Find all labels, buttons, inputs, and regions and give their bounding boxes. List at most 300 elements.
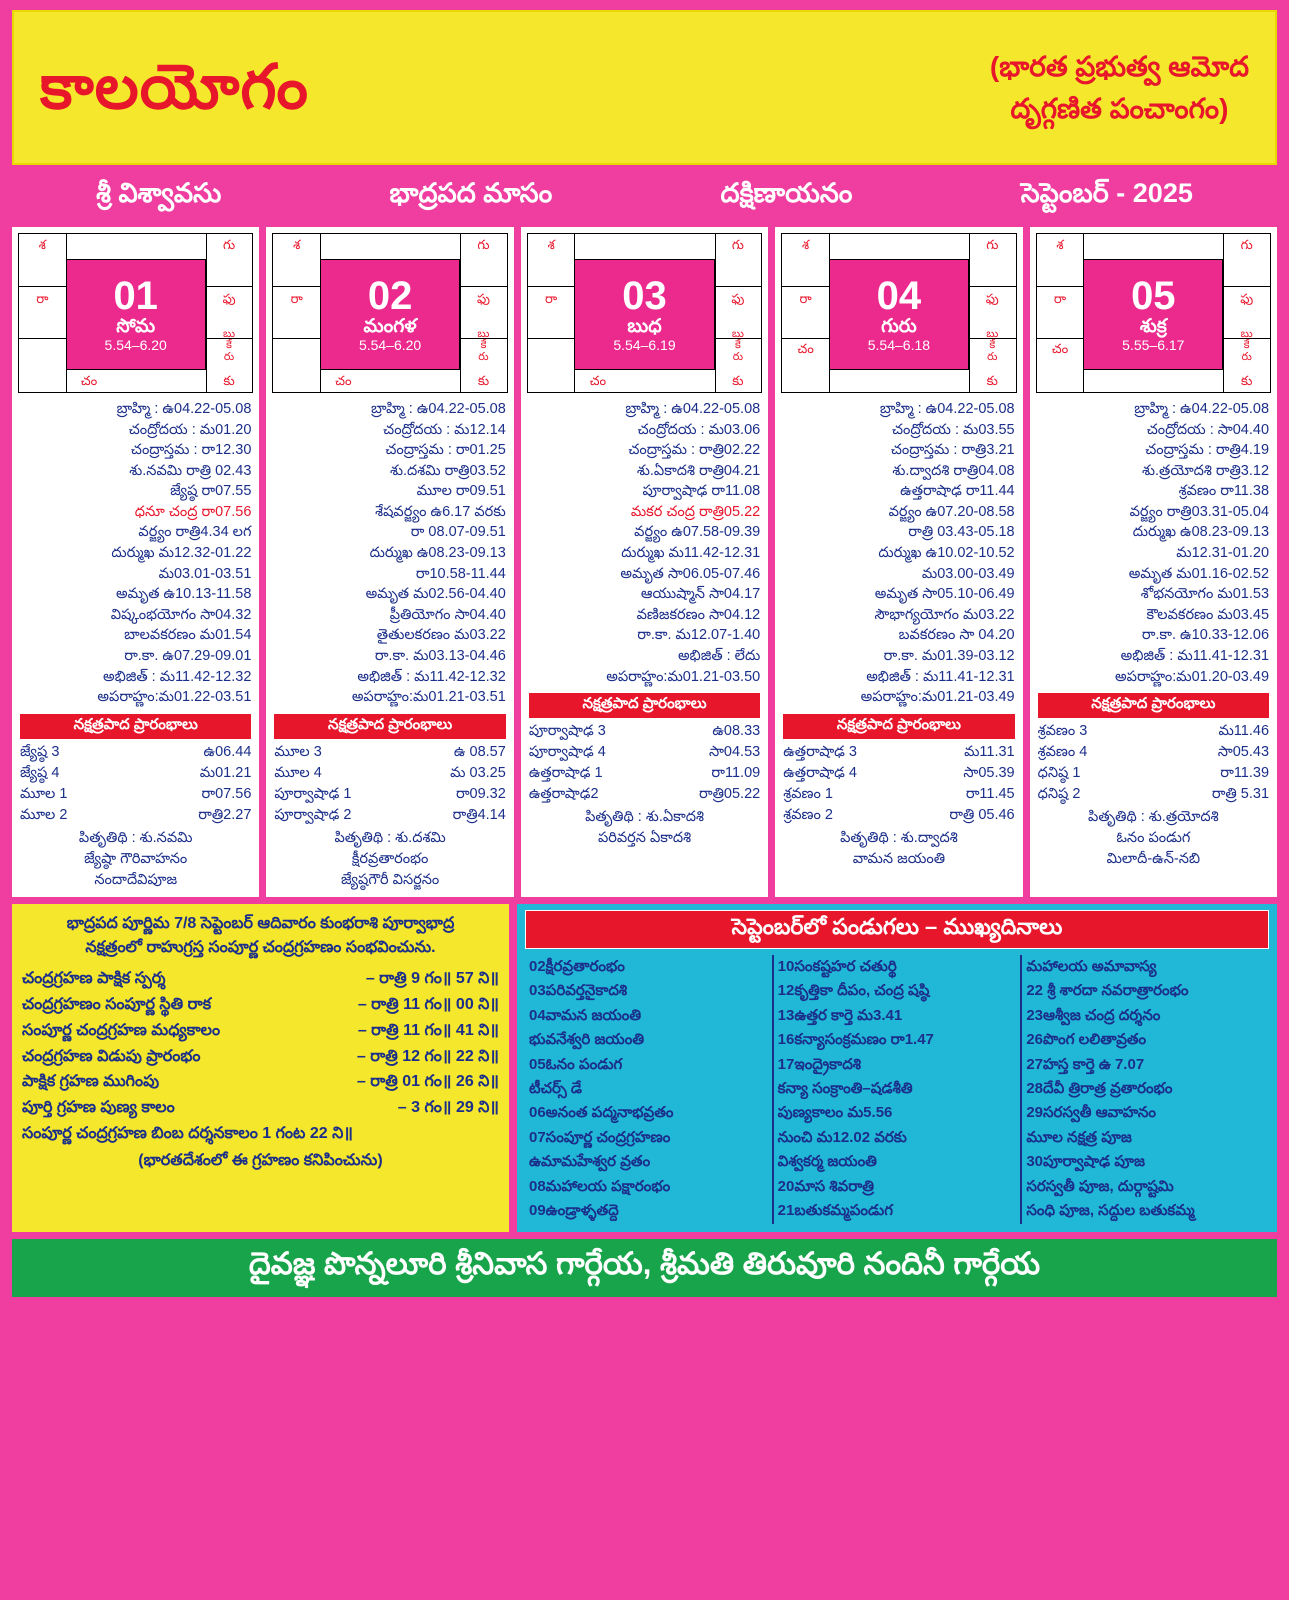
eclipse-event-label: చంద్రగ్రహణ విడుపు ప్రారంభం <box>22 1047 201 1065</box>
detail-line: అపరాహ్ణం:మ01.21-03.49 <box>860 689 1015 706</box>
detail-line: బ్రాహ్మి : ఉ04.22-05.08 <box>371 401 506 417</box>
sunrise-sunset: 5.55–6.17 <box>1122 336 1185 353</box>
festival-item: 16కన్యాసంక్రమణం రా1.47 <box>777 1031 934 1049</box>
eclipse-timing-row <box>22 1018 499 1044</box>
festival-item: 23ఆశ్వీజ చంద్ర దర్శనం <box>1026 1006 1161 1024</box>
detail-line: వర్జ్యం ఉ07.20-08.58 <box>888 503 1015 520</box>
nakshatra-time: ఉ06.44 <box>203 743 252 760</box>
detail-line: రా10.58-11.44 <box>415 565 506 582</box>
footnote-line: పితృతిథి : శు.దశమి <box>334 829 446 846</box>
sunrise-sunset: 5.54–6.18 <box>867 336 931 353</box>
day-name: శుక్ర <box>1139 315 1167 337</box>
detail-line: అపరాహ్ణం:మ01.21-03.50 <box>606 668 761 685</box>
grid-cell-chandra: చం <box>80 373 98 389</box>
date-number: 02 <box>367 273 413 318</box>
detail-line: చంద్రాస్తమ : రా12.30 <box>130 442 252 459</box>
festival-item: 20మాస శివరాత్రి <box>777 1177 874 1195</box>
eclipse-event-time: – రాత్రి 01 గం॥ 26 ని॥ <box>356 1073 499 1091</box>
detail-line: ఉత్తరాషాఢ రా11.44 <box>900 483 1015 500</box>
detail-line: శు.త్రయోదశి రాత్రి3.12 <box>1142 462 1270 479</box>
sunrise-sunset: 5.54–6.20 <box>104 336 167 353</box>
detail-line: బ్రాహ్మి : ఉ04.22-05.08 <box>116 401 252 417</box>
footnote-line: పరివర్తన ఏకాదశి <box>597 830 692 847</box>
day-name: గురు <box>881 315 917 337</box>
month-year-label: సెప్టెంబర్ - 2025 <box>1020 178 1193 208</box>
nakshatra-name: జ్యేష్ఠ 3 <box>20 743 60 760</box>
nakshatra-row <box>783 763 1014 784</box>
detail-line: అభిజిత్ : మ11.42-12.32 <box>357 668 506 685</box>
nakshatra-name: పూర్వాషాఢ 3 <box>528 723 606 740</box>
festival-item: సంధి పూజ, సద్దుల బతుకమ్మ <box>1026 1202 1195 1220</box>
detail-line: అమృత మ01.16-02.52 <box>1128 565 1270 582</box>
grid-cell-kuja: కు <box>732 373 744 389</box>
nakshatra-pada-rows <box>775 742 1022 826</box>
detail-line: దుర్ముఖ ఉ08.23-09.13 <box>369 545 506 562</box>
footnote-line: వామన జయంతి <box>852 850 946 867</box>
nakshatra-name: పూర్వాషాఢ 2 <box>274 806 352 823</box>
header-banner <box>12 10 1277 165</box>
nakshatra-row <box>1038 763 1269 784</box>
detail-line: మూల రా09.51 <box>416 483 506 500</box>
nakshatra-row <box>274 742 505 763</box>
detail-line: అమృత మ02.56-04.40 <box>365 586 506 603</box>
detail-line: అభిజిత్ : మ11.41-12.31 <box>1120 647 1270 664</box>
festival-item: 28దేవీ త్రిరాత్ర వ్రతారంభం <box>1026 1079 1173 1097</box>
grid-cell-rahu: రా <box>545 290 558 306</box>
eclipse-event-time: – రాత్రి 11 గం॥ 41 ని॥ <box>357 1021 499 1039</box>
festival-item: 06అనంత పద్మనాభవ్రతం <box>529 1104 674 1122</box>
detail-line: సౌభాగ్యయోగం మ03.22 <box>874 606 1015 623</box>
grid-cell-guru: గు <box>477 237 490 252</box>
detail-line: చంద్రోదయ : సా04.40 <box>1146 421 1270 438</box>
grid-cell-chandra: చం <box>589 373 607 389</box>
nakshatra-row <box>529 742 760 763</box>
detail-line: రా.కా. ఉ07.29-09.01 <box>124 647 252 664</box>
detail-line: ధనూ చంద్ర రా07.56 <box>134 503 252 520</box>
detail-line: వణిజకరణం సా04.12 <box>636 606 761 623</box>
nakshatra-row <box>1038 721 1269 742</box>
nakshatra-time: రా09.32 <box>455 785 506 802</box>
festival-item: 07సంపూర్ణ చంద్రగ్రహణం <box>529 1128 671 1146</box>
footnote-line: పితృతిథి : శు.ద్వాదశి <box>840 829 958 846</box>
nakshatra-name: మూల 3 <box>274 743 322 760</box>
day-columns <box>12 227 1277 897</box>
detail-line: అపరాహ్ణం:మ01.21-03.51 <box>351 689 506 706</box>
brand-subtitle <box>990 46 1249 130</box>
festival-item: సరస్వతీ పూజ, దుర్గాష్టమి <box>1026 1177 1174 1195</box>
nakshatra-name: ధనిష్ఠ 2 <box>1037 786 1081 803</box>
nakshatra-pada-ribbon: నక్షత్రపాద ప్రారంభాలు <box>783 714 1014 739</box>
day-column <box>266 227 513 897</box>
grid-cell-shukra: ఫు <box>222 290 236 306</box>
festival-item: ఉమామహేశ్వర వ్రతం <box>529 1153 651 1171</box>
ayanam-label: దక్షిణాయనం <box>720 178 853 208</box>
festival-item: 02క్షీరవ్రతారంభం <box>529 957 625 975</box>
footer-credits: దైవజ్ఞ పొన్నలూరి శ్రీనివాస గార్గేయ, శ్రీమతి తిరువూరి నందినీ గార్గేయ <box>12 1239 1277 1297</box>
festival-item: 10సంకష్టహర చతుర్థి <box>777 957 897 975</box>
detail-line: ప్రీతియోగం సా04.40 <box>389 606 506 623</box>
detail-line: రాత్రి 03.43-05.18 <box>908 524 1015 541</box>
grid-cell-shukra: ఫు <box>1240 290 1254 306</box>
festivals-columns <box>525 955 1269 1224</box>
nakshatra-name: పూర్వాషాఢ 4 <box>528 744 606 761</box>
sub-header-band <box>12 173 1277 221</box>
grid-cell-rahu: రా <box>1053 290 1067 306</box>
festivals-panel <box>517 904 1277 1232</box>
nakshatra-name: శ్రవణం 3 <box>1037 723 1088 740</box>
detail-line: చంద్రాస్తమ : రా01.25 <box>385 442 506 459</box>
festival-item: 27హస్త కార్తె ఉ 7.07 <box>1026 1055 1145 1073</box>
grid-cell-budha: బు కే రు <box>986 327 999 363</box>
festivals-column-2 <box>772 955 1023 1224</box>
detail-line: చంద్రోదయ : మ01.20 <box>128 421 252 438</box>
detail-line: చంద్రాస్తమ : రాత్రి4.19 <box>1145 442 1270 459</box>
festival-item: 03పరివర్తనైకాదశి <box>529 982 628 1000</box>
footnote-line: క్షీరవ్రతారంభం <box>351 850 429 867</box>
nakshatra-row <box>783 784 1014 805</box>
date-number: 05 <box>1131 273 1176 318</box>
nakshatra-pada-ribbon: నక్షత్రపాద ప్రారంభాలు <box>20 714 251 739</box>
festival-item: 09ఉండ్రాళ్ళతద్దె <box>529 1202 619 1220</box>
detail-line: దుర్ముఖ మ12.32-01.22 <box>111 545 252 562</box>
day-footnotes <box>12 826 259 897</box>
nakshatra-row <box>529 784 760 805</box>
grid-cell-kuja: కు <box>223 373 235 389</box>
grid-cell-budha: బు కే రు <box>223 327 236 363</box>
nakshatra-name: శ్రవణం 4 <box>1037 744 1088 761</box>
day-details <box>12 393 259 710</box>
detail-line: మ12.31-01.20 <box>1176 545 1270 562</box>
nakshatra-pada-ribbon: నక్షత్రపాద ప్రారంభాలు <box>274 714 505 739</box>
eclipse-timing-rows <box>22 966 499 1121</box>
eclipse-event-label: చంద్రగ్రహణం సంపూర్ణ స్థితి రాక <box>22 995 212 1013</box>
date-number: 04 <box>876 273 922 318</box>
grid-cell-kuja: కు <box>1241 373 1253 389</box>
date-box <box>574 259 714 370</box>
footnote-line: జ్యేష్ఠగౌరీ విసర్జనం <box>340 871 440 888</box>
detail-line: చంద్రోదయ : మ03.06 <box>637 421 761 438</box>
day-column <box>521 227 768 897</box>
grid-cell-sani: శ <box>801 237 810 252</box>
nakshatra-row <box>1038 742 1269 763</box>
nakshatra-row <box>529 763 760 784</box>
nakshatra-pada-rows <box>12 742 259 826</box>
nakshatra-row <box>783 805 1014 826</box>
detail-line: వర్జ్యం ఉ07.58-09.39 <box>634 524 761 541</box>
nakshatra-name: శ్రవణం 2 <box>783 806 833 823</box>
day-column <box>775 227 1022 897</box>
grid-cell-guru: గు <box>1240 237 1253 252</box>
footnote-line: జ్యేష్ఠా గౌరివాహనం <box>84 850 188 867</box>
grid-cell-sani: శ <box>1056 237 1064 252</box>
nakshatra-name: మూల 4 <box>274 764 322 781</box>
date-number: 01 <box>113 273 158 318</box>
grid-cell-guru: గు <box>986 237 999 252</box>
nakshatra-row <box>20 742 251 763</box>
eclipse-event-label: పాక్షిక గ్రహణ ముగింపు <box>22 1073 160 1091</box>
nakshatra-name: మూల 1 <box>20 785 68 802</box>
planet-grid <box>781 233 1016 393</box>
eclipse-timing-row <box>22 992 499 1018</box>
masam-label: భాద్రపద మాసం <box>389 178 553 208</box>
day-details <box>521 393 768 689</box>
festival-item: 04వామన జయంతి <box>529 1006 642 1024</box>
nakshatra-time: రాత్రి 5.31 <box>1211 786 1270 803</box>
detail-line: చంద్రోదయ : మ12.14 <box>383 421 506 438</box>
date-box <box>1083 259 1223 370</box>
date-number: 03 <box>622 273 667 318</box>
footnote-line: ఓనం పండుగ <box>1116 830 1191 847</box>
grid-cell-shukra: ఫు <box>476 290 490 306</box>
samvatsara-label: శ్రీ విశ్వావసు <box>96 178 222 208</box>
detail-line: అమృత ఉ10.13-11.58 <box>116 586 252 603</box>
festival-item: కన్యా సంక్రాంతి–షడశీతి <box>777 1079 913 1097</box>
eclipse-last-line: సంపూర్ణ చంద్రగ్రహణ బింబ దర్శనకాలం 1 గంట 22 ని॥ <box>22 1125 353 1143</box>
nakshatra-time: రాత్రి 05.46 <box>949 806 1015 823</box>
nakshatra-name: జ్యేష్ఠ 4 <box>20 764 60 781</box>
grid-cell-budha: బు కే రు <box>731 327 744 363</box>
festivals-column-1 <box>525 955 772 1224</box>
nakshatra-time: సా04.53 <box>708 744 761 761</box>
nakshatra-name: మూల 2 <box>20 806 68 823</box>
footnote-line: పితృతిథి : శు.నవమి <box>78 829 193 846</box>
nakshatra-time: మ01.21 <box>199 764 252 781</box>
festival-item: 26పొంగ లలితావ్రతం <box>1026 1031 1147 1049</box>
detail-line: వర్జ్యం రాత్రి4.34 లగ <box>138 524 252 541</box>
detail-line: శు.దశమి రాత్రి03.52 <box>389 462 506 479</box>
festival-item: మూల నక్షత్ర పూజ <box>1026 1128 1132 1146</box>
brand-subtitle-line1: (భారత ప్రభుత్వ ఆమోద <box>989 50 1249 82</box>
date-box <box>66 259 206 370</box>
nakshatra-name: పూర్వాషాఢ 1 <box>274 785 352 802</box>
eclipse-intro-line2: నక్షత్రంలో రాహుగ్రస్త సంపూర్ణ చంద్రగ్రహణం సంభవించును. <box>85 938 436 956</box>
detail-line: అభిజిత్ : లేదు <box>677 647 761 664</box>
nakshatra-name: ఉత్తరాషాఢ 4 <box>783 764 857 781</box>
footnote-line: నందాదేవిపూజ <box>94 871 178 888</box>
detail-line: రా.కా. మ12.07-1.40 <box>637 627 761 644</box>
grid-cell-guru: గు <box>223 237 236 252</box>
detail-line: అమృత సా06.05-07.46 <box>620 565 761 582</box>
footnote-line: పితృతిథి : శు.త్రయోదశి <box>1088 809 1219 826</box>
festival-item: నుంచి మ12.02 వరకు <box>777 1128 907 1146</box>
detail-line: బ్రాహ్మి : ఉ04.22-05.08 <box>879 401 1015 417</box>
nakshatra-name: ఉత్తరాషాఢ 1 <box>528 765 603 782</box>
planet-grid <box>527 233 762 393</box>
eclipse-visibility-note: (భారతదేశంలో ఈ గ్రహణం కనిపించును) <box>138 1151 383 1169</box>
brand-title: కాలయోగం <box>40 52 309 122</box>
detail-line: కౌలవకరణం మ03.45 <box>1146 606 1270 623</box>
festival-item: 13ఉత్తర కార్తె మ3.41 <box>777 1006 903 1024</box>
grid-cell-sani: శ <box>38 237 46 252</box>
grid-cell-rahu: రా <box>36 290 49 306</box>
day-details <box>1030 393 1277 689</box>
festival-item: 21బతుకమ్మపండుగ <box>777 1202 893 1220</box>
nakshatra-time: రా11.45 <box>965 785 1015 802</box>
grid-cell-budha: బు కే రు <box>477 327 490 363</box>
grid-cell-kuja: కు <box>477 373 490 389</box>
day-details <box>266 393 513 710</box>
eclipse-event-label: పూర్తి గ్రహణ పుణ్య కాలం <box>22 1099 175 1117</box>
eclipse-intro <box>22 912 499 960</box>
nakshatra-time: ఉ08.33 <box>712 723 761 740</box>
festival-item: 29సరస్వతీ ఆవాహనం <box>1026 1104 1156 1122</box>
detail-line: బాలవకరణం మ01.54 <box>124 627 252 644</box>
detail-line: అపరాహ్ణం:మ01.20-03.49 <box>1115 668 1270 685</box>
nakshatra-time: రా07.56 <box>201 785 252 802</box>
nakshatra-pada-ribbon: నక్షత్రపాద ప్రారంభాలు <box>1038 693 1269 718</box>
festival-item: భువనేశ్వరి జయంతి <box>529 1031 645 1049</box>
nakshatra-time: రా11.39 <box>1220 765 1270 782</box>
eclipse-intro-line1: భాద్రపద పూర్ణిమ 7/8 సెప్టెంబర్ ఆదివారం కుంభరాశి పూర్వాభాద్ర <box>66 914 455 932</box>
detail-line: అపరాహ్ణం:మ01.22-03.51 <box>97 689 252 706</box>
nakshatra-name: ధనిష్ఠ 1 <box>1037 765 1081 782</box>
detail-line: శు.ద్వాదశి రాత్రి04.08 <box>892 462 1015 479</box>
day-column <box>1030 227 1277 897</box>
grid-cell-shukra: ఫు <box>731 290 745 306</box>
grid-cell-sani: శ <box>547 237 555 252</box>
festivals-column-3 <box>1022 955 1269 1224</box>
festival-item: 05ఓనం పండుగ <box>529 1055 623 1073</box>
detail-line: అభిజిత్ : మ11.42-12.32 <box>102 668 252 685</box>
detail-line: జ్యేష్ఠ రా07.55 <box>170 483 252 500</box>
day-footnotes <box>266 826 513 897</box>
detail-line: ఆయుష్మాన్ సా04.17 <box>640 586 761 603</box>
nakshatra-row <box>1038 784 1269 805</box>
nakshatra-row <box>274 805 505 826</box>
detail-line: శ్రవణం రా11.38 <box>1178 483 1270 500</box>
detail-line: రా.కా. మ01.39-03.12 <box>883 647 1015 664</box>
festival-item: 12కృత్తికా దీపం, చంద్ర షష్ఠి <box>777 982 930 1000</box>
detail-line: రా 08.07-09.51 <box>410 524 506 541</box>
eclipse-event-time: – 3 గం॥ 29 ని॥ <box>397 1099 499 1117</box>
grid-cell-rahu: రా <box>290 290 303 306</box>
nakshatra-time: మ11.31 <box>964 743 1015 760</box>
detail-line: బవకరణం సా 04.20 <box>898 627 1015 644</box>
nakshatra-time: సా05.43 <box>1217 744 1270 761</box>
eclipse-timing-row <box>22 966 499 992</box>
detail-line: దుర్ముఖ ఉ10.02-10.52 <box>878 545 1015 562</box>
grid-cell-chandra: చం <box>797 341 814 357</box>
bottom-panels <box>12 904 1277 1232</box>
day-footnotes <box>775 826 1022 876</box>
planet-grid <box>18 233 253 393</box>
detail-line: మ03.00-03.49 <box>921 565 1015 582</box>
festival-item: 30పూర్వాషాఢ పూజ <box>1026 1153 1145 1171</box>
detail-line: చంద్రాస్తమ : రాత్రి02.22 <box>628 442 761 459</box>
nakshatra-row <box>20 763 251 784</box>
festival-item: 22 శ్రీ శారదా నవరాత్రారంభం <box>1026 982 1189 1000</box>
day-details <box>775 393 1022 710</box>
nakshatra-row <box>274 784 505 805</box>
festival-item: 08మహాలయ పక్షారంభం <box>529 1177 671 1195</box>
nakshatra-name: ఉత్తరాషాఢ2 <box>528 786 599 803</box>
day-column <box>12 227 259 897</box>
detail-line: బ్రాహ్మి : ఉ04.22-05.08 <box>1134 401 1270 417</box>
festival-item: టీచర్స్ డే <box>529 1079 582 1097</box>
nakshatra-name: ఉత్తరాషాఢ 3 <box>783 743 857 760</box>
grid-cell-guru: గు <box>731 237 744 252</box>
festival-item: 17ఇంద్రైకాదశి <box>777 1055 862 1073</box>
grid-cell-chandra: చం <box>1051 341 1069 357</box>
detail-line: వర్జ్యం రాత్రి03.31-05.04 <box>1129 503 1270 520</box>
nakshatra-name: శ్రవణం 1 <box>783 785 833 802</box>
grid-cell-budha: బు కే రు <box>1240 327 1253 363</box>
festival-item: విశ్వకర్మ జయంతి <box>777 1153 877 1171</box>
nakshatra-row <box>529 721 760 742</box>
nakshatra-row <box>274 763 505 784</box>
nakshatra-time: ఉ 08.57 <box>453 743 506 760</box>
day-name: మంగళ <box>363 315 417 337</box>
nakshatra-pada-rows <box>1030 721 1277 805</box>
nakshatra-pada-ribbon: నక్షత్రపాద ప్రారంభాలు <box>529 693 760 718</box>
grid-cell-kuja: కు <box>986 373 998 389</box>
detail-line: తైతులకరణం మ03.22 <box>376 627 506 644</box>
nakshatra-row <box>783 742 1014 763</box>
detail-line: దుర్ముఖ ఉ08.23-09.13 <box>1132 524 1270 541</box>
eclipse-timing-row <box>22 1044 499 1070</box>
detail-line: రా.కా. ఉ10.33-12.06 <box>1141 627 1270 644</box>
nakshatra-pada-rows <box>266 742 513 826</box>
grid-cell-chandra: చం <box>335 373 352 389</box>
eclipse-panel <box>12 904 509 1232</box>
grid-cell-shukra: ఫు <box>985 290 999 306</box>
day-footnotes <box>1030 805 1277 876</box>
nakshatra-time: రాత్రి2.27 <box>198 806 252 823</box>
grid-cell-sani: శ <box>293 237 301 252</box>
nakshatra-row <box>20 805 251 826</box>
festival-item: పుణ్యకాలం మ5.56 <box>777 1104 893 1122</box>
nakshatra-pada-rows <box>521 721 768 805</box>
day-name: సోమ <box>116 315 156 337</box>
brand-subtitle-line2: దృగ్గణిత పంచాంగం) <box>1010 92 1229 124</box>
eclipse-timing-row <box>22 1095 499 1121</box>
planet-grid <box>272 233 507 393</box>
sunrise-sunset: 5.54–6.19 <box>613 336 676 353</box>
date-box <box>829 259 969 370</box>
eclipse-event-label: చంద్రగ్రహణ పాక్షిక స్పర్శ <box>22 969 166 987</box>
detail-line: అమృత సా05.10-06.49 <box>874 586 1015 603</box>
eclipse-event-time: – రాత్రి 12 గం॥ 22 ని॥ <box>356 1047 499 1065</box>
detail-line: బ్రాహ్మి : ఉ04.22-05.08 <box>625 401 761 417</box>
footnote-line: పితృతిథి : శు.ఏకాదశి <box>585 809 704 826</box>
eclipse-event-label: సంపూర్ణ చంద్రగ్రహణ మధ్యకాలం <box>22 1021 221 1039</box>
nakshatra-row <box>20 784 251 805</box>
festival-item: మహాలయ అమావాస్య <box>1026 957 1157 975</box>
eclipse-event-time: – రాత్రి 11 గం॥ 00 ని॥ <box>357 995 499 1013</box>
grid-cell-rahu: రా <box>799 290 812 306</box>
nakshatra-time: మ 03.25 <box>450 764 506 781</box>
detail-line: మ03.01-03.51 <box>158 565 252 582</box>
detail-line: రా.కా. మ03.13-04.46 <box>374 647 506 664</box>
day-name: బుధ <box>627 315 662 337</box>
detail-line: అభిజిత్ : మ11.41-12.31 <box>866 668 1015 685</box>
detail-line: పూర్వాషాఢ రా11.08 <box>642 483 761 500</box>
detail-line: దుర్ముఖ మ11.42-12.31 <box>621 545 761 562</box>
planet-grid <box>1036 233 1271 393</box>
nakshatra-time: సా05.39 <box>963 764 1015 781</box>
nakshatra-time: రా11.09 <box>711 765 761 782</box>
detail-line: చంద్రాస్తమ : రాత్రి3.21 <box>890 442 1015 459</box>
detail-line: శు.నవమి రాత్రి 02.43 <box>129 462 252 479</box>
sunrise-sunset: 5.54–6.20 <box>358 336 422 353</box>
date-box <box>320 259 460 370</box>
nakshatra-time: రాత్రి05.22 <box>699 786 761 803</box>
detail-line: చంద్రోదయ : మ03.55 <box>891 421 1015 438</box>
detail-line: శు.ఏకాదశి రాత్రి04.21 <box>636 462 761 479</box>
detail-line: శోభనయోగం మ01.53 <box>1140 586 1270 603</box>
detail-line: మకర చంద్ర రాత్రి05.22 <box>630 503 761 520</box>
nakshatra-time: మ11.46 <box>1218 723 1270 740</box>
